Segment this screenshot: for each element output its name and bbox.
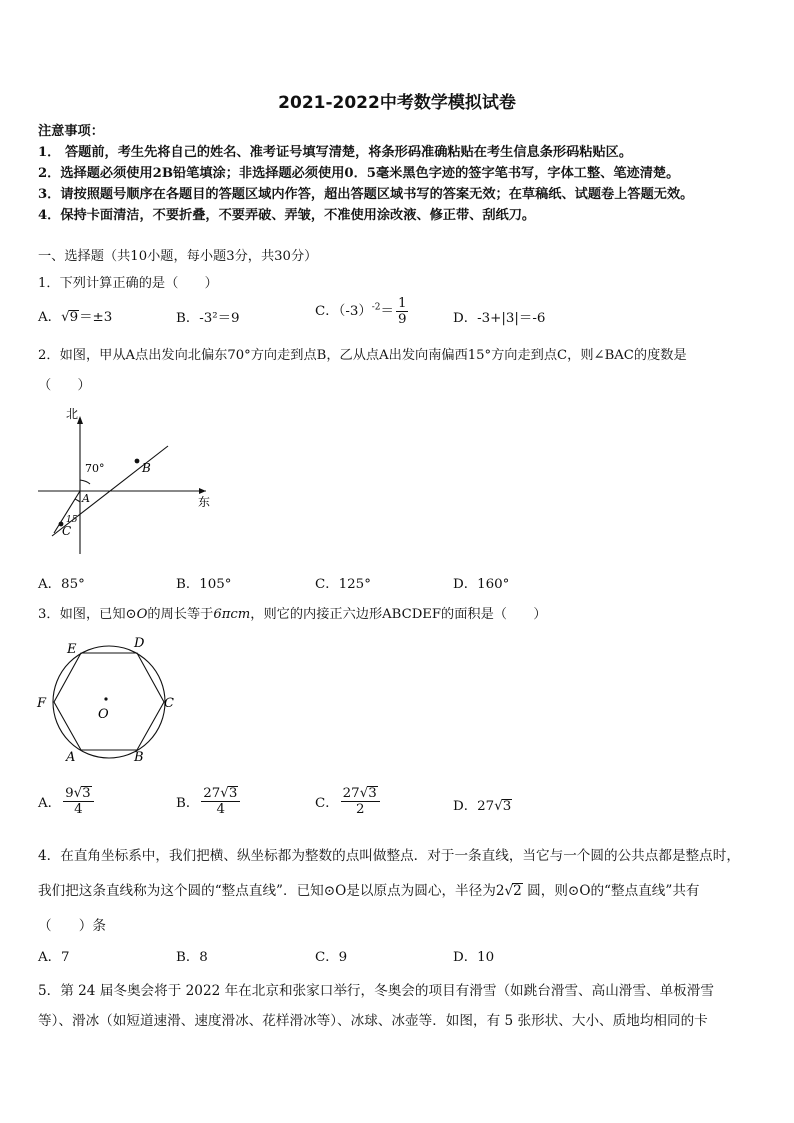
q1-c-denominator: 9 [397,312,407,327]
label-a: A [82,492,90,505]
q2-option-b[interactable]: B．105° [176,577,232,592]
q3-d-label: D． [453,799,478,814]
q3-figure [34,630,184,770]
label-b: B [142,461,151,475]
q5-line-1: 5．第 24 届冬奥会将于 2022 年在北京和张家口举行，冬奥会的项目有滑雪（如跳台滑雪、高山滑雪、单板滑雪 [38,983,714,999]
q4-line-2: 我们把这条直线称为这个圆的“整点直线”．已知⊙O是以原点为圆心，半径为2√2 圆，则⊙O的“整点直线”共有 [38,883,700,899]
notice-heading: 注意事项： [38,124,104,139]
notice-item-2: 2．选择题必须使用2B铅笔填涂；非选择题必须使用0．5毫米黑色字迹的签字笔书写，字体工整、笔迹清楚。 [38,166,680,181]
q3-a-label: A． [38,796,62,811]
q3-a-denominator: 4 [74,802,83,817]
q3-b-fraction [201,786,240,817]
point-b [135,459,140,464]
angle15-arc [75,499,80,502]
q1-a-rest: ＝±3 [79,310,113,325]
label-north: 北 [66,407,79,421]
q4-option-c[interactable]: C．9 [315,950,348,965]
q3-d-coef: 27 [477,799,495,814]
q3-d-radicand: 3 [502,799,512,814]
circle-o [53,646,165,758]
q1-a-label: A． [38,310,62,325]
q2-paren: （ ） [38,378,91,393]
q3-a-numerator: 9√3 [63,786,94,802]
q2-option-d[interactable]: D．160° [453,577,510,592]
section-heading: 一、选择题（共10小题，每小题3分，共30分） [38,249,318,264]
label-c: C [62,524,72,538]
sqrt-sign: √ [61,310,70,325]
q4-line-3: （ ）条 [38,918,106,934]
q4-line-1: 4．在直角坐标系中，我们把横、纵坐标都为整数的点叫做整点．对于一条直线，当它与一个圆的公共点都是整点时， [38,848,740,864]
q3-c-denominator: 2 [355,802,365,817]
label-east: 东 [198,495,211,509]
q2-option-a[interactable]: A．85° [38,577,85,592]
notice-item-4: 4．保持卡面清洁，不要折叠，不要弄破、弄皱，不准使用涂改液、修正带、刮纸刀。 [38,208,536,223]
q3-stem-value: 6πcm [213,607,251,622]
q3-c-coef: 27 [342,786,360,801]
notice-item-1: 1． 答题前，考生先将自己的姓名、准考证号填写清楚，将条形码准确粘贴在考生信息条形码粘贴区。 [38,145,633,160]
q3-c-fraction [341,786,380,817]
q1-option-a[interactable] [38,306,112,325]
q1-c-eq: ＝ [380,304,394,319]
q2-option-c[interactable]: C．125° [315,577,371,592]
q3-option-d[interactable]: D．27√3 [453,799,512,814]
notice-item-3: 3．请按照题号顺序在各题目的答题区域内作答，超出答题区域书写的答案无效；在草稿纸、试题卷上答题无效。 [38,187,694,202]
label-f: F [37,696,47,711]
q3-b-coef: 27 [203,786,221,801]
q3-b-radicand: 3 [228,786,238,801]
q1-c-numerator: 1 [397,296,407,311]
q4-line-2-pre: 我们把这条直线称为这个圆的“整点直线”．已知⊙O是以原点为圆心，半径为 [38,883,496,899]
label-e: E [67,642,77,657]
q3-stem-mid: 的周长等于 [147,607,214,622]
q4-option-d[interactable]: D．10 [453,950,495,965]
q3-stem-post: ，则它的内接正六边形ABCDEF的面积是（ ） [250,607,547,622]
label-b: B [134,750,144,765]
label-d: D [134,636,145,651]
q3-c-label: C． [315,796,339,811]
q3-option-a[interactable] [38,786,96,817]
q1-option-b[interactable]: B．-3²＝9 [176,311,240,326]
q4-option-b[interactable]: B．8 [176,950,208,965]
q1-option-c[interactable] [315,296,410,327]
q4-radius-radicand: 2 [513,883,522,899]
angle70-arc [80,480,90,484]
q4-line-2-post: 圆，则⊙O的“整点直线”共有 [522,883,700,899]
q3-c-radicand: 3 [368,786,377,801]
q2-stem: 2．如图，甲从A点出发向北偏东70°方向走到点B，乙从点A出发向南偏西15°方向走到点C，则∠BAC的度数是 [38,348,687,363]
q3-b-numerator: 27√3 [201,786,240,802]
q3-option-c[interactable] [315,786,382,817]
q3-a-fraction [63,786,94,817]
q4-option-a[interactable]: A．7 [38,950,70,965]
label-15: 15 [66,515,78,525]
q3-stem [38,603,547,622]
hexagon [54,653,164,750]
q5-line-2: 等）、滑冰（如短道速滑、速度滑冰、花样滑冰等）、冰球、冰壶等．如图，有 5 张形状、大小、质地均相同的卡 [38,1013,708,1029]
page-title: 2021-2022中考数学模拟试卷 [278,93,516,113]
q1-option-d[interactable]: D．-3+|3|＝-6 [453,311,546,326]
q2-figure [30,402,230,562]
q1-c-label: C．（-3） [315,304,372,319]
label-o: O [98,707,109,722]
q3-option-b[interactable] [176,786,242,817]
label-c: C [164,696,174,711]
q1-c-exponent: -2 [371,302,381,313]
label-70: 70° [85,462,105,475]
east-arrow-icon [199,488,206,494]
q3-b-denominator: 4 [216,802,226,817]
q4-radius-coef: 2 [495,883,505,899]
q1-stem: 1．下列计算正确的是（ ） [38,276,218,291]
q1-c-fraction [396,296,409,327]
q3-c-numerator: 27√3 [341,786,380,802]
q3-stem-pre: 3．如图，已知⊙ [38,607,137,622]
q3-b-label: B． [176,796,200,811]
q3-a-coef: 9 [65,786,74,801]
q3-a-radicand: 3 [82,786,91,801]
q3-stem-o: O [136,607,148,622]
label-a: A [66,750,76,765]
center-point [104,697,107,700]
q1-a-radicand: 9 [69,310,79,325]
